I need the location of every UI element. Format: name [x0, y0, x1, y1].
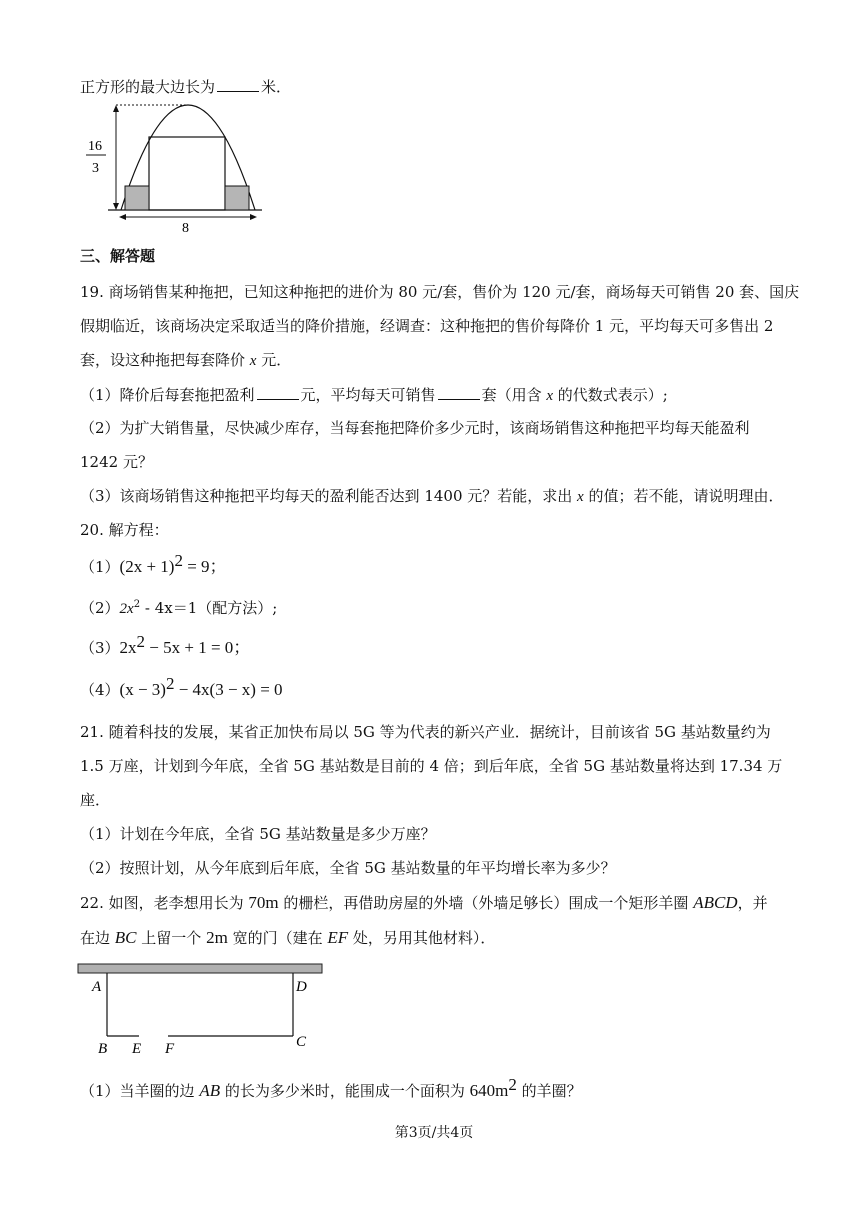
label-a: A [92, 979, 102, 995]
width-label: 8 [182, 221, 189, 235]
q21-line-3: 座． [80, 791, 111, 809]
q19-part-1 [80, 384, 668, 406]
center-square [149, 137, 225, 210]
q20-eq-2-b: - 4x＝1（配方法）; [140, 599, 278, 617]
q22-p1-area-exp: 2 [508, 1075, 517, 1094]
q19-part-2-line-2: 1242 元？ [80, 453, 153, 471]
page-footer: 第3页/共4页 [394, 1125, 474, 1141]
q22-l2-ef: EF [327, 928, 349, 947]
q21-part-1: （1）计划在今年底，全省 5G 基站数量是多少万座？ [80, 825, 436, 843]
right-small-square [225, 186, 249, 210]
q22-line-2 [80, 928, 495, 948]
width-arrow-head-right [250, 214, 257, 220]
q22-p1-b: 的长为多少米时，能围成一个面积为 [220, 1082, 470, 1100]
q20-eq-4 [80, 674, 283, 700]
q21-line-1: 21. 随着科技的发展，某省正加快布局以 5G 等为代表的新兴产业．据统计，目前该省 5G 基站数量约为 [80, 723, 771, 741]
q22-l2-width: 2m [206, 928, 228, 947]
sheep-pen-figure [75, 960, 335, 1060]
q19-var-x: x [249, 353, 257, 369]
q22-l1-abcd: ABCD [693, 893, 738, 912]
q22-p1-ab: AB [199, 1081, 221, 1100]
q19-p1-text-c: 套（用含 [481, 386, 547, 404]
q20-eq-2-label: （2） [80, 599, 120, 617]
intro-suffix: 米． [261, 78, 292, 96]
q20-eq-3-a: 2x [119, 638, 137, 657]
label-c: C [296, 1034, 307, 1050]
q19-p1-blank-1 [257, 384, 299, 400]
q19-p3-var-x: x [577, 489, 584, 505]
height-arrow-head-bottom [113, 203, 119, 210]
height-label-numerator: 16 [88, 139, 102, 154]
q19-line-3-end: 元． [256, 351, 292, 369]
q19-line-1: 19. 商场销售某种拖把，已知这种拖把的进价为 80 元/套，售价为 120 元/套，商场每天可销售 20 套、国庆 [80, 283, 800, 301]
q22-l2-a: 在边 [80, 929, 115, 947]
q22-l2-d: 处，另用其他材料）． [348, 929, 496, 947]
q22-p1-area: 640m [469, 1081, 509, 1100]
label-f: F [165, 1041, 175, 1057]
q20-eq-2 [80, 598, 277, 619]
q19-p1-blank-2 [438, 384, 480, 400]
q20-eq-4-b: − 4x(3 − x) = 0 [174, 680, 283, 699]
width-arrow-head-left [119, 214, 126, 220]
q20-title: 20. 解方程： [80, 521, 169, 539]
q22-l2-bc: BC [114, 928, 137, 947]
q20-eq-4-a: (x − 3) [119, 680, 166, 699]
parabola-figure [78, 100, 278, 235]
q20-eq-3-b: − 5x + 1 = 0； [145, 638, 251, 657]
q20-eq-1-exp: 2 [174, 551, 183, 570]
q22-l1-b: 的栅栏，再借助房屋的外墙（外墙足够长）围成一个矩形羊圈 [278, 894, 694, 912]
q19-p1-var-x: x [546, 388, 554, 404]
height-label-denominator: 3 [92, 161, 99, 176]
q19-line-3 [80, 350, 291, 371]
answer-blank [217, 76, 259, 92]
q22-l1-a: 22. 如图，老李想用长为 [80, 894, 249, 912]
section-heading: 三、解答题 [80, 247, 156, 265]
q20-eq-3-label: （3） [80, 639, 120, 657]
label-d: D [296, 979, 307, 995]
q19-p1-text-d: 的代数式表示）; [553, 386, 668, 404]
q19-line-2: 假期临近，该商场决定采取适当的降价措施，经调查：这种拖把的售价每降价 1 元，平均每天可多售出 2 [80, 317, 774, 335]
label-b: B [98, 1041, 108, 1057]
q22-p1-c: 的羊圈？ [516, 1082, 582, 1100]
q22-part-1 [80, 1075, 582, 1101]
q22-l2-c: 宽的门（建在 [227, 929, 328, 947]
q22-p1-a: （1）当羊圈的边 [80, 1082, 200, 1100]
height-arrow-head-top [113, 105, 119, 112]
q20-eq-4-label: （4） [80, 681, 120, 699]
q19-part-2-line-1: （2）为扩大销售量，尽快减少库存，当每套拖把降价多少元时，该商场销售这种拖把平均每天能盈利 [80, 419, 750, 437]
q19-line-3-text: 套，设这种拖把每套降价 [80, 351, 250, 369]
q20-eq-1-base: (2x + 1) [119, 557, 175, 576]
q20-eq-2-a: 2x [119, 601, 134, 617]
intro-text: 正方形的最大边长为 [80, 78, 216, 96]
label-e: E [132, 1041, 142, 1057]
q22-l1-c: ，并 [737, 894, 768, 912]
q21-part-2: （2）按照计划，从今年底到后年底，全省 5G 基站数量的年平均增长率为多少？ [80, 859, 616, 877]
q19-p1-text-a: （1）降价后每套拖把盈利 [80, 386, 255, 404]
q22-l1-length: 70m [248, 893, 279, 912]
intro-line [80, 76, 291, 97]
q20-eq-1-label: （1） [80, 558, 120, 576]
q20-eq-2-exp: 2 [133, 599, 141, 610]
left-small-square [125, 186, 149, 210]
q22-line-1 [80, 893, 768, 913]
q19-part-3 [80, 486, 783, 507]
q20-eq-3 [80, 632, 251, 658]
house-wall [78, 964, 322, 973]
q19-p3-text-a: （3）该商场销售这种拖把平均每天的盈利能否达到 1400 元？若能，求出 [80, 487, 578, 505]
q22-l2-b: 上留一个 [136, 929, 207, 947]
q19-p3-text-b: 的值；若不能，请说明理由． [583, 487, 784, 505]
q19-p1-text-b: 元，平均每天可销售 [300, 386, 436, 404]
q20-eq-4-exp: 2 [165, 674, 175, 693]
q21-line-2: 1.5 万座，计划到今年底，全省 5G 基站数是目前的 4 倍；到后年底，全省 5G 基站数量将达到 17.34 万 [80, 757, 783, 775]
q20-eq-1-rest: = 9； [182, 557, 227, 576]
q20-eq-1 [80, 551, 227, 577]
q20-eq-3-exp: 2 [136, 632, 146, 651]
